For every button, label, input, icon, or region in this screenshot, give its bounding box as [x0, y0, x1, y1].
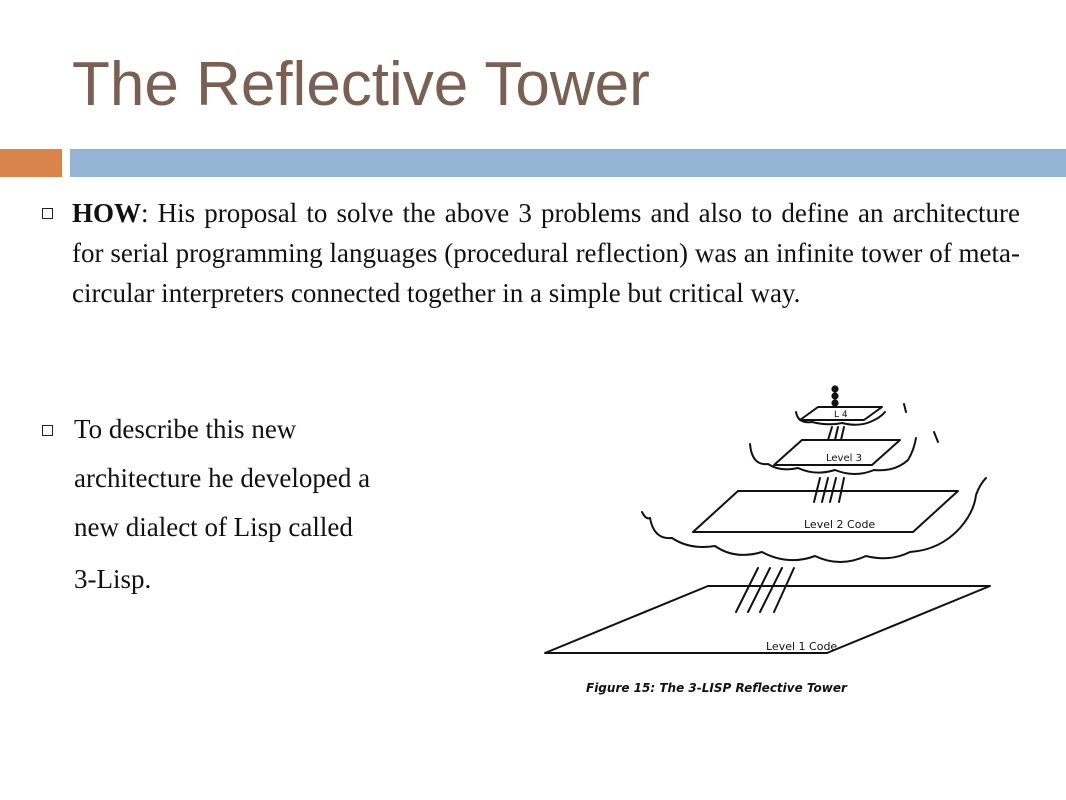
bullet-describe-line-3: new dialect of Lisp called: [74, 512, 353, 542]
level-1-label: Level 1 Code: [766, 640, 838, 653]
square-bullet-icon: [42, 425, 53, 436]
ellipsis-dot: [832, 393, 837, 398]
reflective-tower-diagram: [530, 380, 1010, 710]
bullet-how: [72, 193, 1020, 313]
level-4-label: L 4: [834, 410, 848, 420]
reflective-tower-figure: [530, 380, 1010, 710]
accent-bar-blue: [70, 149, 1066, 177]
ellipsis-dot: [832, 400, 837, 405]
bullet-how-lead: HOW: [72, 198, 142, 228]
level-2-left-edge: [642, 512, 650, 518]
connector-2-1: [736, 568, 794, 612]
level-4-edge: [904, 404, 906, 412]
connector-4-3: [828, 427, 844, 440]
ellipsis-dot: [832, 386, 837, 391]
figure-caption: Figure 15: The 3-LISP Reflective Tower: [586, 681, 847, 695]
level-2-label: Level 2 Code: [804, 518, 876, 531]
bullet-describe-line-1: To describe this new: [74, 414, 297, 444]
square-bullet-icon: [42, 208, 53, 219]
bullet-describe-line-2: architecture he developed a: [74, 463, 371, 493]
accent-bar-orange: [0, 149, 62, 177]
bullet-how-text: : His proposal to solve the above 3 problems and also to define an architecture for serial programming languages (procedural reflection) was an infinite tower of meta-circular interpreters connected together in a simple but critical way.: [72, 198, 1020, 308]
bullet-describe-line-4: 3-Lisp.: [74, 564, 152, 594]
level-3-label: Level 3: [826, 453, 862, 464]
slide-title: The Reflective Tower: [72, 50, 650, 119]
level-3-edge: [934, 432, 938, 442]
